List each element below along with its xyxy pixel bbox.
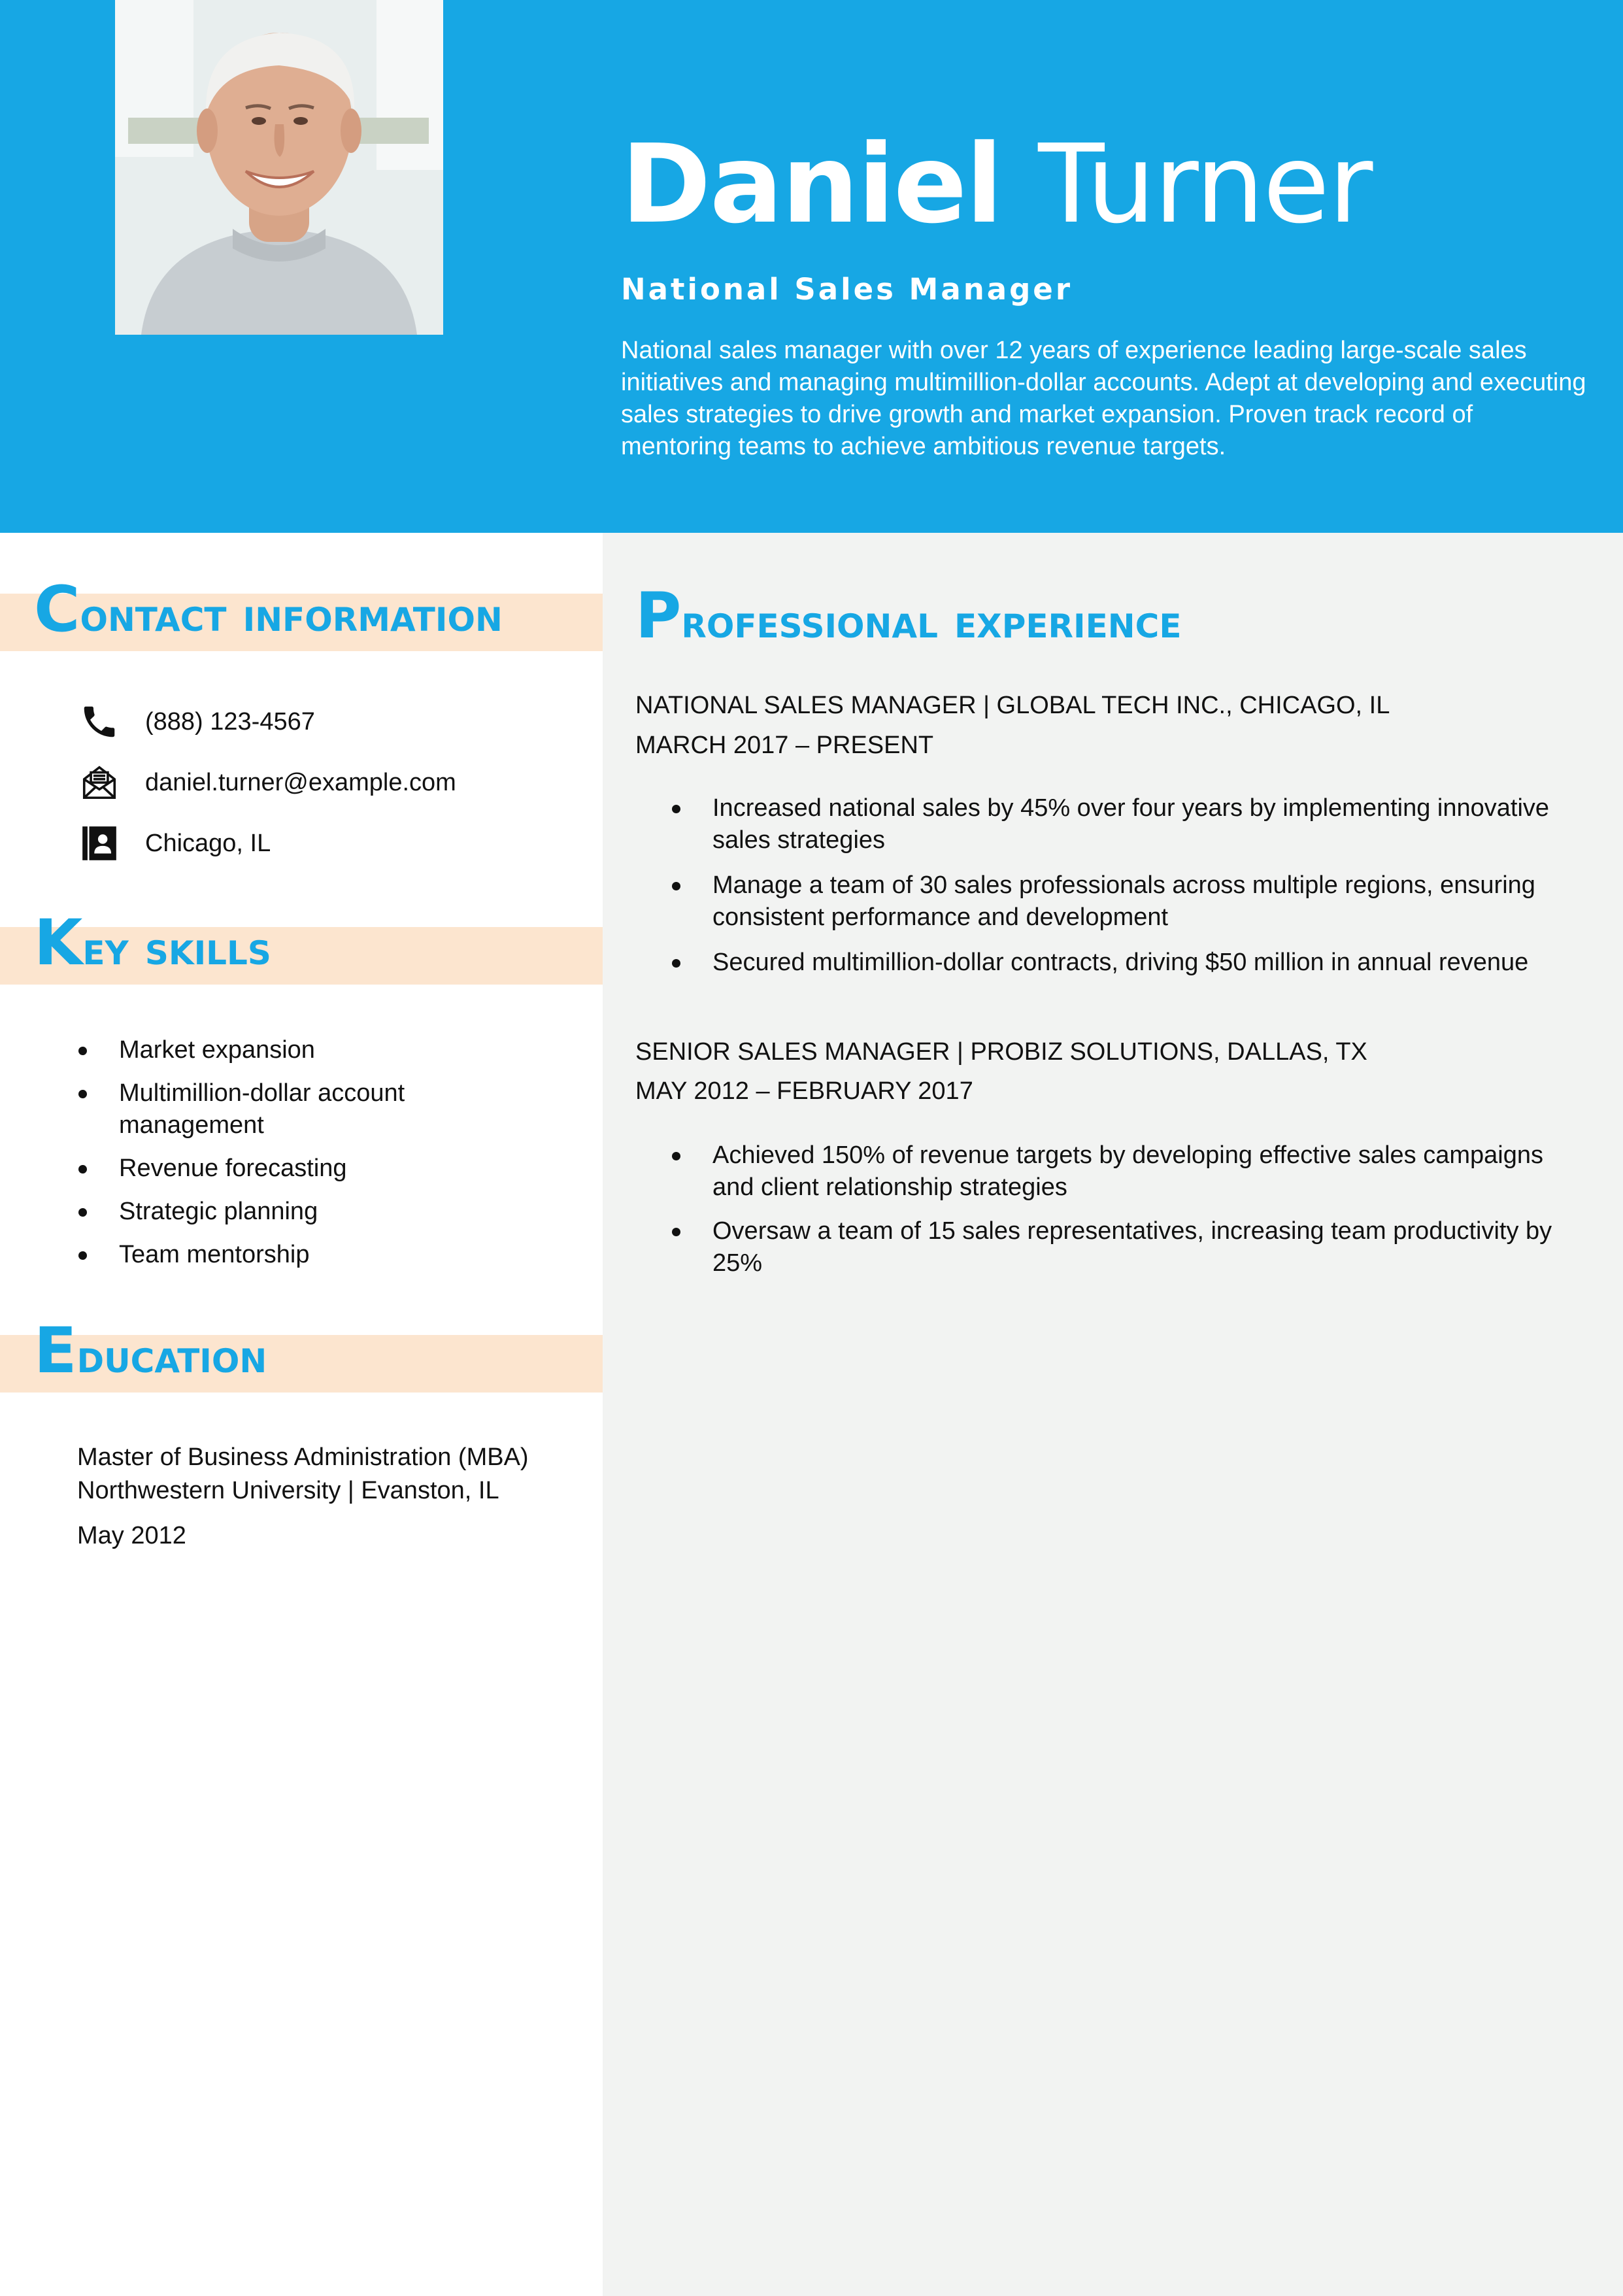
job-bullet: Achieved 150% of revenue targets by developing effective sales campaigns and client relationship strategies [671,1140,1586,1204]
job-2-dates: MAY 2012 – FEBRUARY 2017 [635,1077,973,1105]
skills-title-initial: K [34,906,83,979]
job-2-heading: SENIOR SALES MANAGER | PROBIZ SOLUTIONS, DALLAS, TX [635,1038,1367,1066]
portrait-image [115,0,443,335]
contact-email [77,760,456,805]
education-degree: Master of Business Administration (MBA) [77,1443,529,1471]
skill-item: Revenue forecasting [77,1153,548,1185]
job-bullet: Manage a team of 30 sales professionals across multiple regions, ensuring consistent performance and development [671,869,1586,934]
experience-title-initial: P [635,579,682,652]
header-banner [0,0,1623,533]
first-name: Daniel [621,122,1002,248]
contact-phone-text: (888) 123-4567 [145,707,315,735]
candidate-name [621,122,1372,248]
job-2-bullets [671,1140,1586,1279]
skills-list [77,1034,548,1271]
contact-title-initial: C [34,573,80,646]
job-1-heading: NATIONAL SALES MANAGER | GLOBAL TECH INC., CHICAGO, IL [635,692,1390,719]
education-title-initial: E [34,1314,77,1387]
job-1-bullets [671,792,1586,979]
education-title-rest: ducation [76,1328,267,1383]
skill-item: Team mentorship [77,1239,548,1271]
job-title: National Sales Manager [621,272,1073,307]
contact-title-rest: ontact information [80,587,503,642]
phone-icon [77,700,122,744]
address-book-icon [77,821,122,866]
job-1-dates: MARCH 2017 – PRESENT [635,732,934,759]
job-bullet: Oversaw a team of 15 sales representatives, increasing team productivity by 25% [671,1215,1586,1279]
job-bullet: Secured multimillion-dollar contracts, driving $50 million in annual revenue [671,947,1586,979]
contact-phone [77,700,315,744]
education-date: May 2012 [77,1522,186,1549]
experience-section-title [635,579,1182,652]
skills-title-rest: ey skills [82,920,271,975]
envelope-icon [77,760,122,805]
skill-item: Market expansion [77,1034,548,1066]
education-school: Northwestern University | Evanston, IL [77,1477,499,1504]
contact-section-title [34,573,503,646]
education-section-title [34,1314,267,1387]
skills-section-title [34,906,271,979]
contact-location [77,821,271,866]
profile-photo [115,0,443,335]
experience-title-rest: rofessional experience [681,594,1182,649]
skill-item: Strategic planning [77,1196,548,1228]
last-name: Turner [1038,122,1372,248]
job-bullet: Increased national sales by 45% over four years by implementing innovative sales strategies [671,792,1586,856]
contact-email-text: daniel.turner@example.com [145,768,456,796]
contact-location-text: Chicago, IL [145,829,271,857]
skill-item: Multimillion-dollar account management [77,1077,548,1141]
profile-summary: National sales manager with over 12 years of experience leading large-scale sales initiatives and managing multimillion-dollar accounts. Adept at developing and executing sales strategies to drive growth and market expansion. Proven track record of mentoring teams to achieve ambitious revenue targets. [621,337,1586,460]
